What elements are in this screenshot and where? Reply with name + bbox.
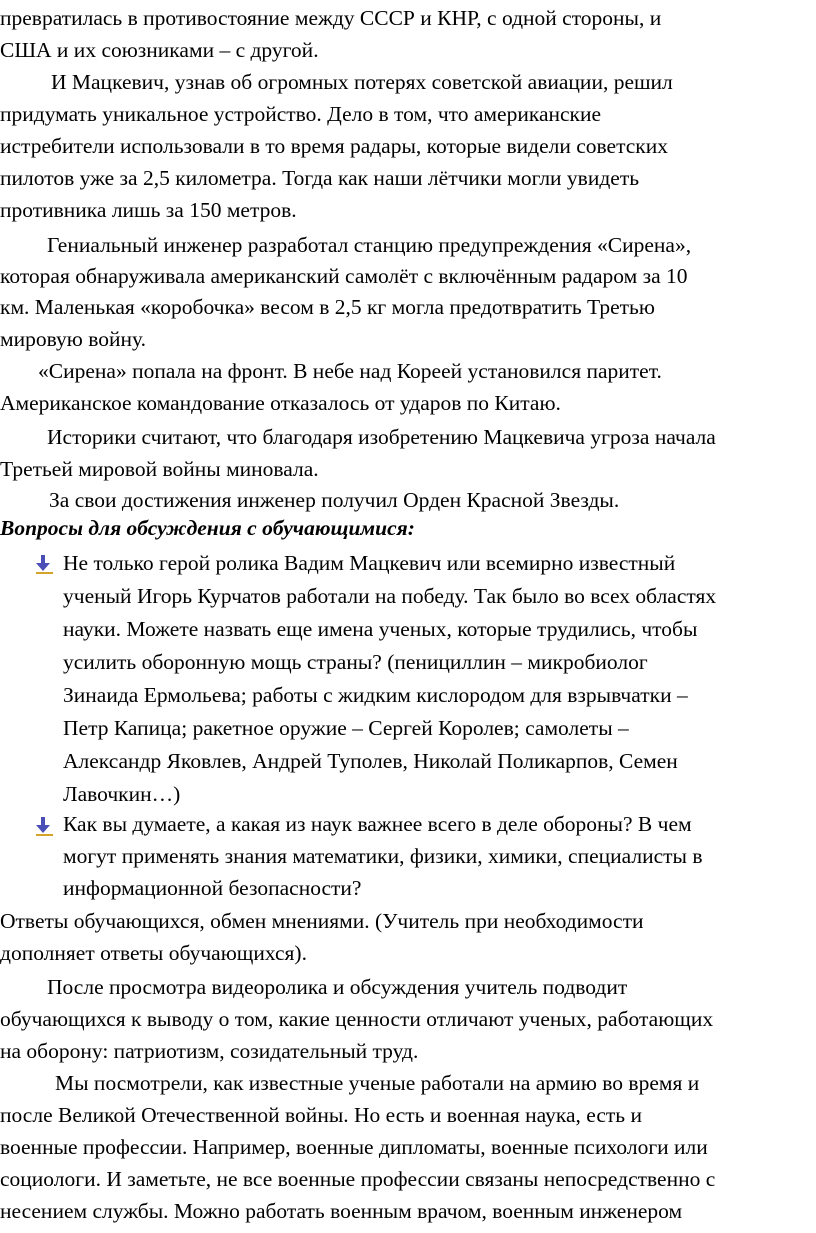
list-item-line: Не только герой ролика Вадим Мацкевич или всемирно известный (63, 551, 676, 575)
text-line: Ответы обучающихся, обмен мнениями. (Учитель при необходимости (0, 909, 644, 933)
text-line: дополняет ответы обучающихся). (0, 941, 307, 965)
text-line: мировую войну. (0, 327, 146, 351)
text-line: социологи. И заметьте, не все военные профессии связаны непосредственно с (0, 1167, 716, 1191)
text-line: превратилась в противостояние между СССР и КНР, с одной стороны, и (0, 6, 662, 30)
section-heading: Вопросы для обсуждения с обучающимися: (0, 516, 415, 540)
text-line: После просмотра видеоролика и обсуждения учитель подводит (47, 975, 628, 999)
text-line: военные профессии. Например, военные дипломаты, военные психологи или (0, 1135, 708, 1159)
list-item-line: Петр Капица; ракетное оружие – Сергей Королев; самолеты – (63, 716, 629, 740)
arrow-down-bullet-icon (33, 816, 55, 838)
text-line: км. Маленькая «коробочка» весом в 2,5 кг могла предотвратить Третью (0, 295, 655, 319)
text-line: придумать уникальное устройство. Дело в том, что американские (0, 102, 602, 126)
text-line: на оборону: патриотизм, созидательный труд. (0, 1039, 419, 1063)
text-line: несением службы. Можно работать военным врачом, военным инженером (0, 1199, 683, 1223)
text-line: Третьей мировой войны миновала. (0, 457, 319, 481)
text-line: пилотов уже за 2,5 километра. Тогда как наши лётчики могли увидеть (0, 166, 640, 190)
list-item-line: Лавочкин…) (63, 782, 181, 806)
list-item-line: усилить оборонную мощь страны? (пенициллин – микробиолог (63, 650, 648, 674)
list-item-line: Александр Яковлев, Андрей Туполев, Николай Поликарпов, Семен (63, 749, 678, 773)
text-line: США и их союзниками – с другой. (0, 38, 319, 62)
text-line: обучающихся к выводу о том, какие ценности отличают ученых, работающих (0, 1007, 714, 1031)
list-item-line: Зинаида Ермольева; работы с жидким кислородом для взрывчатки – (63, 683, 688, 707)
text-line: И Мацкевич, узнав об огромных потерях советской авиации, решил (51, 70, 673, 94)
text-line: Гениальный инженер разработал станцию предупреждения «Сирена», (47, 233, 692, 257)
list-item-line: информационной безопасности? (63, 876, 362, 900)
text-line: истребители использовали в то время радары, которые видели советских (0, 134, 668, 158)
text-line: противника лишь за 150 метров. (0, 198, 297, 222)
list-item-line: Как вы думаете, а какая из наук важнее всего в деле обороны? В чем (63, 812, 692, 836)
list-item-line: могут применять знания математики, физики, химики, специалисты в (63, 844, 703, 868)
text-line: которая обнаруживала американский самолёт с включённым радаром за 10 (0, 264, 688, 288)
text-line: Мы посмотрели, как известные ученые работали на армию во время и (55, 1071, 700, 1095)
text-line: Американское командование отказалось от ударов по Китаю. (0, 391, 561, 415)
arrow-down-bullet-icon (33, 554, 55, 576)
list-item-line: науки. Можете назвать еще имена ученых, которые трудились, чтобы (63, 617, 698, 641)
list-item-line: ученый Игорь Курчатов работали на победу. Так было во всех областях (63, 584, 717, 608)
text-line: «Сирена» попала на фронт. В небе над Кореей установился паритет. (38, 359, 662, 383)
text-line: За свои достижения инженер получил Орден Красной Звезды. (49, 488, 620, 512)
text-line: после Великой Отечественной войны. Но есть и военная наука, есть и (0, 1103, 642, 1127)
text-line: Историки считают, что благодаря изобретению Мацкевича угроза начала (47, 425, 716, 449)
